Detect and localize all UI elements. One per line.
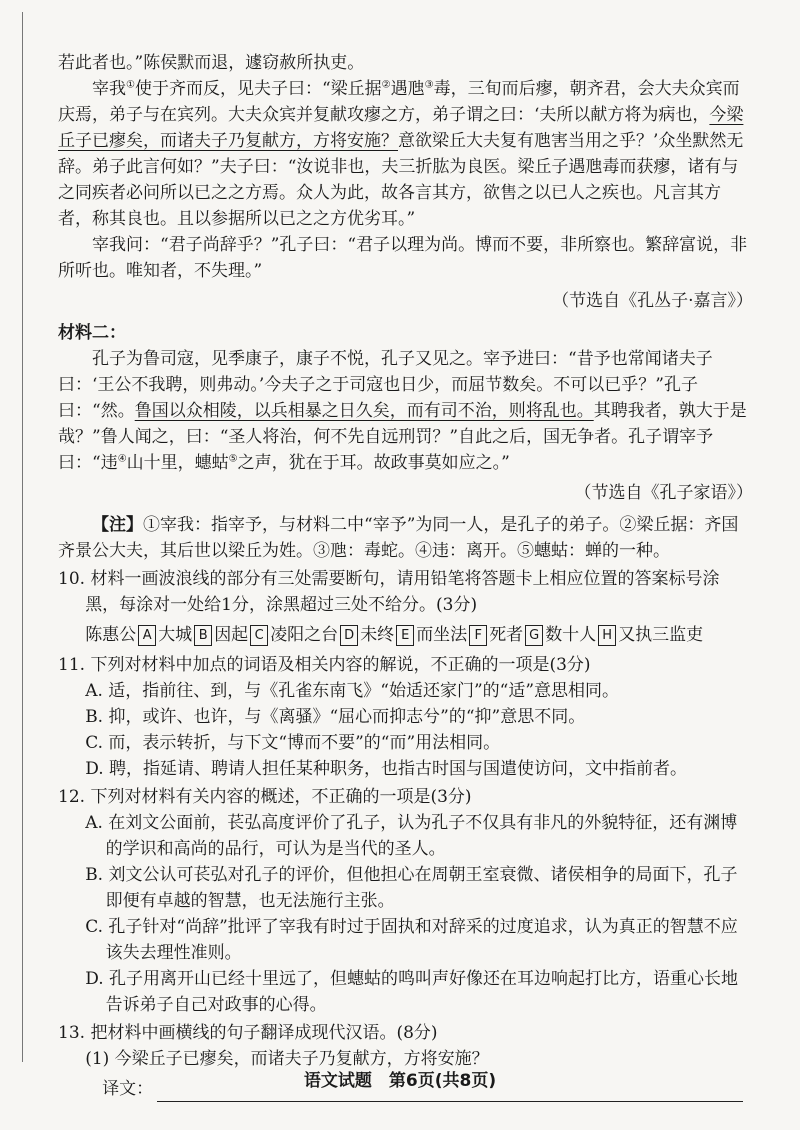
q11-option-a[interactable]: A. 适，指前往、到，与《孔雀东南飞》“始适还家门”的“适”意思相同。 bbox=[85, 681, 620, 701]
q11-option-b[interactable]: B. 抑，或许、也许，与《离骚》“屈心而抑志兮”的“抑”意思不同。 bbox=[85, 707, 586, 727]
q10-box-f[interactable]: F bbox=[469, 625, 487, 646]
material-2-heading: 材料二： bbox=[58, 323, 126, 343]
underlined-sentence-2: 鲁国以众相陵，以兵相暴之日久矣，而有司不治，则将乱也。 bbox=[134, 401, 594, 421]
q10-box-d[interactable]: D bbox=[340, 625, 358, 646]
answer-label: 译文： bbox=[102, 1079, 154, 1099]
page-footer: 语文试题 第6页(共8页) bbox=[303, 1071, 497, 1091]
para-3: 孔子为鲁司寇，见季康子，康子不悦，孔子又见之。宰予进曰：“昔予也常闻诸夫子曰：‘王公不我聘，则弗动。’今夫子之于司寇也日少，而屈节数矣。不可以已乎？”孔子曰：“然。鲁国以众相陵，以兵相暴之日久矣，而有司不治，则将乱也。其聘我者，孰大于是哉？”鲁人闻之，曰：“圣人将治，何不先自远刑罚？”自此之后，国无争者。孔子谓宰予曰：“违④山十里，蟪蛄⑤之声，犹在于耳。故政事莫如应之。” bbox=[58, 349, 747, 473]
binding-margin-line bbox=[22, 12, 23, 1062]
q12-option-a[interactable]: A. 在刘文公面前，苌弘高度评价了孔子，认为孔子不仅具有非凡的外貌特征，还有渊博的学识和高尚的品行，可认为是当代的圣人。 bbox=[85, 813, 738, 859]
q10-box-c[interactable]: C bbox=[250, 625, 268, 646]
q11-option-c[interactable]: C. 而，表示转折，与下文“博而不要”的“而”用法相同。 bbox=[85, 733, 501, 753]
q10-box-e[interactable]: E bbox=[396, 625, 414, 646]
q12-option-c[interactable]: C. 孔子针对“尚辞”批评了宰我有时过于固执和对辞采的过度追求，认为真正的智慧不应该失去理性准则。 bbox=[85, 917, 738, 963]
q10-box-a[interactable]: A bbox=[138, 625, 156, 646]
q11-option-d[interactable]: D. 聘，指延请、聘请人担任某种职务，也指古时国与国遣使访问，文中指前者。 bbox=[85, 759, 688, 779]
q10-choice-line: 陈惠公 A 大城 B 因起 C 凌阳之台 D 未终 E 而坐法 F 死者 G 数十人 H 又执三监吏 bbox=[85, 625, 704, 645]
para-1: 宰我①使于齐而反，见夫子曰：“梁丘据②遇虺③毒，三旬而后瘳，朝齐君，会大夫众宾而庆焉，弟子与在宾列。大夫众宾并复献攻瘳之方，弟子谓之曰：‘夫所以献方将为病也，今梁丘子已瘳矣，而诸夫子乃复献方，方将安施？意欲梁丘大夫复有虺害当用之乎？’众坐默然无辞。弟子此言何如？”夫子曰：“汝说非也，夫三折肱为良医。梁丘子遇虺毒而获瘳，诸有与之同疾者必问所以已之之方焉。众人为此，故各言其方，欲售之以已人之疾也。凡言其方者，称其良也。且以参据所以已之之方优劣耳。” bbox=[58, 79, 744, 229]
page-content bbox=[58, 50, 753, 1102]
underlined-sentence-1: 今梁丘子已瘳矣，而诸夫子乃复献方，方将安施？ bbox=[58, 105, 744, 151]
q13-part-1: (1) 今梁丘子已瘳矣，而诸夫子乃复献方，方将安施？ bbox=[85, 1049, 489, 1069]
notes: 【注】①宰我：指宰予，与材料二中“宰予”为同一人，是孔子的弟子。②梁丘据：齐国齐景公大夫，其后世以梁丘为姓。③虺：毒蛇。④违：离开。⑤蟪蛄：蝉的一种。 bbox=[58, 515, 739, 561]
question-12: 12. 下列对材料有关内容的概述，不正确的一项是(3分) bbox=[58, 787, 472, 807]
source-2: （节选自《孔子家语》） bbox=[574, 483, 753, 503]
q12-option-d[interactable]: D. 孔子用离开山已经十里远了，但蟪蛄的鸣叫声好像还在耳边响起打比方，语重心长地告诉弟子自己对政事的心得。 bbox=[85, 969, 739, 1015]
para-2: 宰我问：“君子尚辞乎？”孔子曰：“君子以理为尚。博而不要，非所察也。繁辞富说，非所听也。唯知者，不失理。” bbox=[58, 235, 748, 281]
question-11: 11. 下列对材料中加点的词语及相关内容的解说，不正确的一项是(3分) bbox=[58, 655, 591, 675]
q12-option-b[interactable]: B. 刘文公认可苌弘对孔子的评价，但他担心在周朝王室衰微、诸侯相争的局面下，孔子即便有卓越的智慧，也无法施行主张。 bbox=[85, 865, 738, 911]
q10-box-h[interactable]: H bbox=[598, 625, 616, 646]
question-10: 10. 材料一画波浪线的部分有三处需要断句，请用铅笔将答题卡上相应位置的答案标号涂黑，每涂对一处给1分，涂黑超过三处不给分。(3分) bbox=[58, 569, 720, 615]
q10-box-b[interactable]: B bbox=[194, 625, 212, 646]
q10-box-g[interactable]: G bbox=[525, 625, 543, 646]
para-0: 若此者也。”陈侯默而退，遽窃赦所执吏。 bbox=[58, 53, 365, 73]
source-1: （节选自《孔丛子·嘉言》） bbox=[552, 291, 753, 311]
question-13: 13. 把材料中画横线的句子翻译成现代汉语。(8分) bbox=[58, 1023, 438, 1043]
